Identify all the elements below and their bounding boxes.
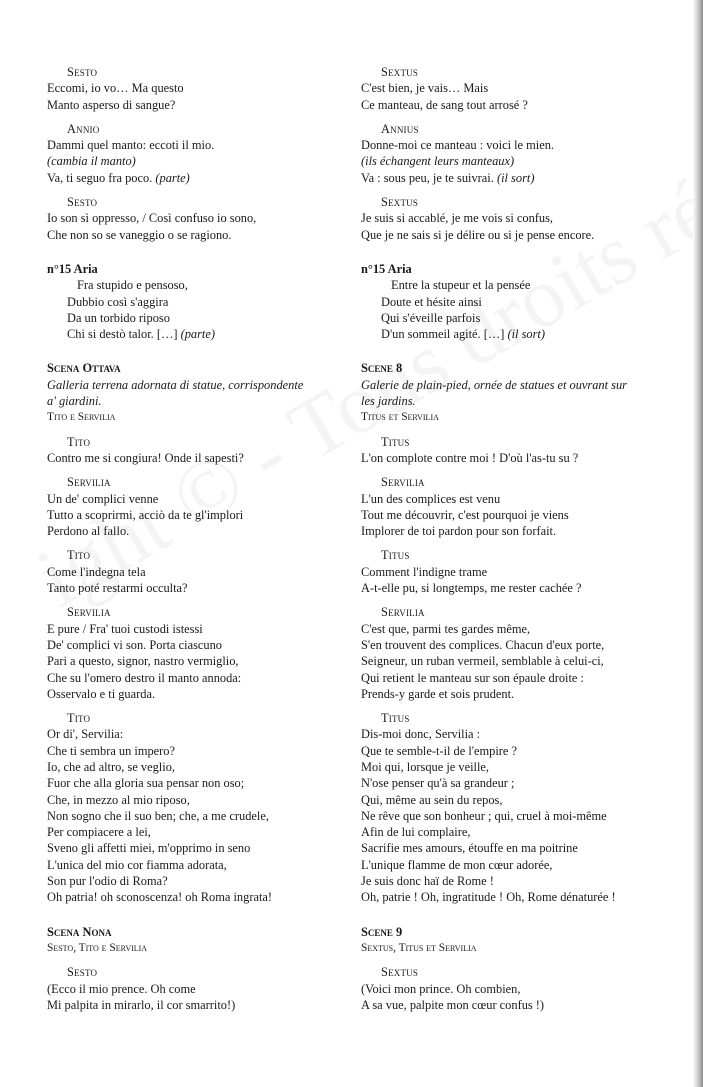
verse-line: L'on complote contre moi ! D'où l'as-tu su ? (361, 450, 579, 465)
aria-title: n°15 Aria (361, 261, 412, 276)
verse-line: Je suis donc haï de Rome ! (361, 874, 494, 889)
scene-title: Scene 9 (361, 924, 403, 939)
verse-line: S'en trouvent des complices. Chacun d'eux porte, (361, 637, 605, 652)
speaker-name: Sesto (67, 965, 98, 980)
speaker-name: Sextus (381, 65, 419, 79)
verse-line: Comment l'indigne trame (361, 564, 488, 579)
verse-line: Prends-y garde et sois prudent. (361, 686, 515, 701)
verse-line: L'un des complices est venu (361, 491, 501, 506)
verse-line: Osservalo e ti guarda. (47, 686, 156, 701)
speaker-name: Sextus (381, 965, 419, 980)
verse-line: N'ose penser qu'à sa grandeur ; (361, 776, 515, 791)
speaker-name: Tito (67, 548, 91, 563)
french-column (361, 64, 681, 1013)
verse-line: Tutto a scoprirmi, acciò da te gl'implori (47, 507, 244, 522)
scene-characters: Sesto, Tito e Servilia (47, 941, 148, 954)
verse-line: Seigneur, un ruban vermeil, semblable à celui-ci, (361, 654, 604, 669)
scene-title: Scena Ottava (47, 361, 121, 376)
speaker-name: Titus (381, 434, 410, 449)
verse-text: Va, ti seguo fra poco. (47, 170, 156, 185)
stage-direction: (ils échangent leurs manteaux) (361, 154, 515, 169)
verse-line (47, 326, 347, 342)
verse-line: Ce manteau, de sang tout arrosé ? (361, 97, 528, 112)
speaker-name: Servilia (381, 475, 425, 490)
verse-line: Che su l'omero destro il manto annoda: (47, 670, 242, 685)
verse-line (47, 170, 347, 186)
verse-line: Entre la stupeur et la pensée (391, 278, 531, 293)
verse-line: Dammi quel manto: eccoti il mio. (47, 138, 215, 153)
verse-line: Dis-moi donc, Servilia : (361, 727, 481, 742)
stage-direction: (parte) (155, 170, 190, 185)
speaker-name: Sesto (67, 195, 98, 210)
speaker-name: Servilia (67, 605, 111, 620)
verse-line: (Ecco il mio prence. Oh come (47, 981, 196, 996)
stage-direction: (il sort) (507, 327, 545, 342)
scene-title: Scene 8 (361, 361, 403, 376)
verse-line: Ne rêve que son bonheur ; qui, cruel à moi-même (361, 808, 607, 823)
verse-line: A sa vue, palpite mon cœur confus !) (361, 997, 545, 1012)
speaker-name: Titus (381, 711, 410, 726)
verse-line: Che, in mezzo al mio riposo, (47, 792, 190, 807)
verse-line: L'unica del mio cor fiamma adorata, (47, 857, 227, 872)
speaker-name: Tito (67, 711, 91, 726)
speaker-name: Annio (67, 121, 100, 136)
verse-line: A-t-elle pu, si longtemps, me rester cachée ? (361, 581, 582, 596)
verse-line: Da un torbido riposo (67, 310, 170, 325)
verse-line: Qui retient le manteau sur son épaule droite : (361, 670, 584, 685)
verse-line: Che ti sembra un impero? (47, 743, 176, 758)
scene-characters: Tito e Servilia (47, 411, 116, 424)
verse-line: Tanto poté restarmi occulta? (47, 581, 188, 596)
verse-line: Dubbio così s'aggira (67, 294, 169, 309)
verse-line (361, 170, 681, 186)
stage-direction: (il sort) (496, 170, 535, 185)
verse-line: Perdono al fallo. (47, 524, 130, 539)
verse-line: Son pur l'odio di Roma? (47, 874, 168, 889)
verse-line: C'est que, parmi tes gardes même, (361, 621, 531, 636)
scene-description: Galerie de plain-pied, ornée de statues et ouvrant sur (361, 377, 628, 392)
verse-line: Sacrifie mes amours, étouffe en ma poitrine (361, 841, 578, 856)
verse-line: Je suis si accablé, je me vois si confus, (361, 211, 554, 226)
verse-line: Que te semble-t-il de l'empire ? (361, 743, 518, 758)
verse-line: Eccomi, io vo… Ma questo (47, 81, 184, 96)
aria-title: n°15 Aria (47, 261, 98, 276)
verse-text: D'un sommeil agité. […] (381, 327, 508, 342)
speaker-name: Sextus (381, 195, 419, 210)
verse-line: Moi qui, lorsque je veille, (361, 759, 490, 774)
scene-description: les jardins. (361, 394, 416, 409)
verse-line: Afin de lui complaire, (361, 825, 471, 840)
verse-line: Qui, même au sein du repos, (361, 792, 503, 807)
verse-line: Come l'indegna tela (47, 564, 146, 579)
verse-line: Pari a questo, signor, nastro vermiglio, (47, 654, 239, 669)
speaker-name: Sesto (67, 65, 98, 79)
scene-description: a' giardini. (47, 394, 102, 409)
verse-text: Va : sous peu, je te suivrai. (361, 170, 497, 185)
speaker-name: Tito (67, 434, 91, 449)
verse-line: Sveno gli affetti miei, m'opprimo in seno (47, 841, 251, 856)
verse-line: Oh patria! oh sconoscenza! oh Roma ingrata! (47, 890, 273, 905)
verse-line: Per compiacere a lei, (47, 825, 151, 840)
verse-line: Donne-moi ce manteau : voici le mien. (361, 138, 555, 153)
verse-line: Non sogno che il suo ben; che, a me crudele, (47, 808, 269, 823)
page-edge-shadow (693, 0, 703, 1087)
verse-line: Qui s'éveille parfois (381, 310, 481, 325)
verse-line: Contro me si congiura! Onde il sapesti? (47, 450, 244, 465)
speaker-name: Servilia (67, 475, 111, 490)
verse-line: Manto asperso di sangue? (47, 97, 176, 112)
verse-line: Mi palpita in mirarlo, il cor smarrito!) (47, 997, 236, 1012)
verse-line: Doute et hésite ainsi (381, 294, 482, 309)
verse-line: E pure / Fra' tuoi custodi istessi (47, 621, 203, 636)
verse-line: Implorer de toi pardon pour son forfait. (361, 524, 557, 539)
verse-line: Io son sì oppresso, / Così confuso io sono, (47, 211, 257, 226)
speaker-name: Annius (381, 121, 419, 136)
scene-characters: Titus et Servilia (361, 411, 439, 424)
verse-line: De' complici vi son. Porta ciascuno (47, 637, 222, 652)
verse-line: L'unique flamme de mon cœur adorée, (361, 857, 553, 872)
stage-direction: (cambia il manto) (47, 154, 136, 169)
speaker-name: Titus (381, 548, 410, 563)
verse-line: (Voici mon prince. Oh combien, (361, 981, 521, 996)
verse-line: Oh, patrie ! Oh, ingratitude ! Oh, Rome dénaturée ! (361, 890, 616, 905)
verse-line: Tout me découvrir, c'est pourquoi je viens (361, 507, 569, 522)
verse-text: Chi si destò talor. […] (67, 327, 181, 342)
verse-line: C'est bien, je vais… Mais (361, 81, 489, 96)
verse-line (361, 326, 681, 342)
verse-line: Che non so se vaneggio o se ragiono. (47, 227, 232, 242)
verse-line: Un de' complici venne (47, 491, 159, 506)
verse-line: Que je ne sais si je délire ou si je pense encore. (361, 227, 595, 242)
verse-line: Io, che ad altro, se veglio, (47, 759, 175, 774)
scene-description: Galleria terrena adornata di statue, corrispondente (47, 377, 304, 392)
verse-line: Fuor che alla gloria sua pensar non oso; (47, 776, 245, 791)
verse-line: Fra stupido e pensoso, (77, 278, 188, 293)
scene-characters: Sextus, Titus et Servilia (361, 941, 477, 954)
verse-line: Or di', Servilia: (47, 727, 124, 742)
speaker-name: Servilia (381, 605, 425, 620)
stage-direction: (parte) (180, 327, 215, 342)
italian-column (47, 64, 347, 1013)
scene-title: Scena Nona (47, 924, 112, 939)
